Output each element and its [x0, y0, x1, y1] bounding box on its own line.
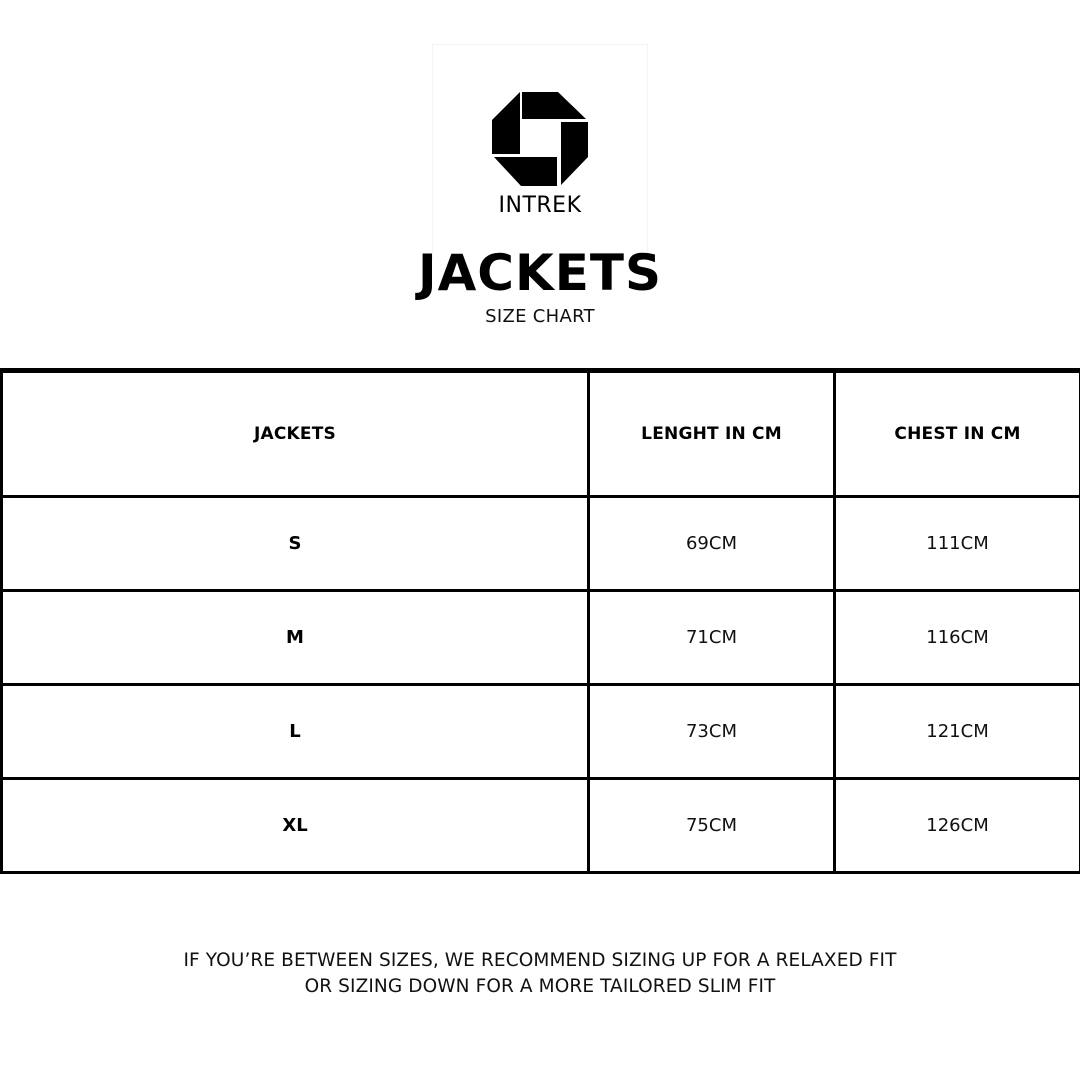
size-cell: XL: [2, 779, 589, 873]
brand-name: INTREK: [498, 193, 582, 218]
table-row: [2, 591, 1080, 685]
size-cell: M: [2, 591, 589, 685]
table-header-row: [2, 371, 1080, 497]
sizing-advice-line-1: IF YOU’RE BETWEEN SIZES, WE RECOMMEND SIZING UP FOR A RELAXED FIT: [183, 950, 897, 971]
logo-piece-right: [561, 122, 588, 185]
chest-cell: 126CM: [835, 779, 1080, 873]
chest-cell: 116CM: [835, 591, 1080, 685]
logo-piece-top: [522, 92, 586, 119]
page-subtitle: SIZE CHART: [485, 306, 595, 327]
table-row: [2, 779, 1080, 873]
table-row: [2, 497, 1080, 591]
length-cell: 75CM: [589, 779, 835, 873]
chest-cell: 121CM: [835, 685, 1080, 779]
size-cell: L: [2, 685, 589, 779]
length-cell: 69CM: [589, 497, 835, 591]
octagon-shutter-logo-icon: [488, 88, 592, 190]
logo-piece-bottom: [494, 157, 557, 186]
chest-cell: 111CM: [835, 497, 1080, 591]
size-chart-table: [0, 368, 1080, 874]
sizing-advice-line-2: OR SIZING DOWN FOR A MORE TAILORED SLIM FIT: [304, 976, 776, 997]
length-cell: 73CM: [589, 685, 835, 779]
logo-piece-left: [492, 92, 520, 154]
page-title: JACKETS: [417, 244, 662, 302]
sizing-advice-note: [0, 948, 1080, 1000]
column-header-length: LENGHT IN CM: [589, 371, 835, 497]
column-header-size: JACKETS: [2, 371, 589, 497]
length-cell: 71CM: [589, 591, 835, 685]
table-row: [2, 685, 1080, 779]
size-cell: S: [2, 497, 589, 591]
column-header-chest: CHEST IN CM: [835, 371, 1080, 497]
